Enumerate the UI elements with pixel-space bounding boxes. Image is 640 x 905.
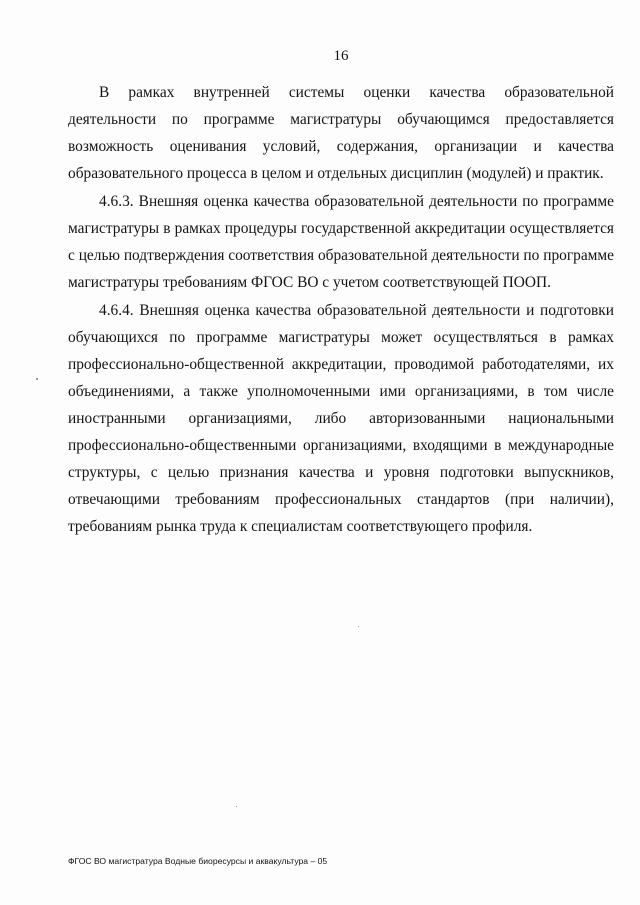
scan-speck — [236, 806, 237, 807]
scan-speck — [358, 626, 359, 627]
scan-speck — [36, 378, 38, 380]
paragraph-internal-assessment: В рамках внутренней системы оценки качества образовательной деятельности по программе магистратуры обучающимся предоставляется возможность оценивания условий, содержания, организации и качества образовательного процесса в целом и отдельных дисциплин (модулей) и практик. — [68, 84, 614, 182]
paragraph-4-6-4: 4.6.4. Внешняя оценка качества образовательной деятельности и подготовки обучающихся по программе магистратуры может осуществляться в рамках профессионально-общественной аккредитации, проводимой работодателями, их объединениями, а также уполномоченными ими организациями, в том числе иностранными организациями, либо авторизованными национальными профессионально-общественными организациями, входящими в международные структуры, с целью признания качества и уровня подготовки выпускников, отвечающими требованиям профессиональных стандартов (при наличии), требованиям рынка труда к специалистам соответствующего профиля. — [68, 302, 614, 535]
document-body — [68, 79, 614, 541]
document-footer: ФГОС ВО магистратура Водные биоресурсы и аквакультура – 05 — [68, 856, 328, 866]
page-number: 16 — [333, 48, 349, 64]
paragraph-4-6-3: 4.6.3. Внешняя оценка качества образовательной деятельности по программе магистратуры в рамках процедуры государственной аккредитации осуществляется с целью подтверждения соответствия образовательной деятельности по программе магистратуры требованиям ФГОС ВО с учетом соответствующей ПООП. — [68, 193, 614, 291]
